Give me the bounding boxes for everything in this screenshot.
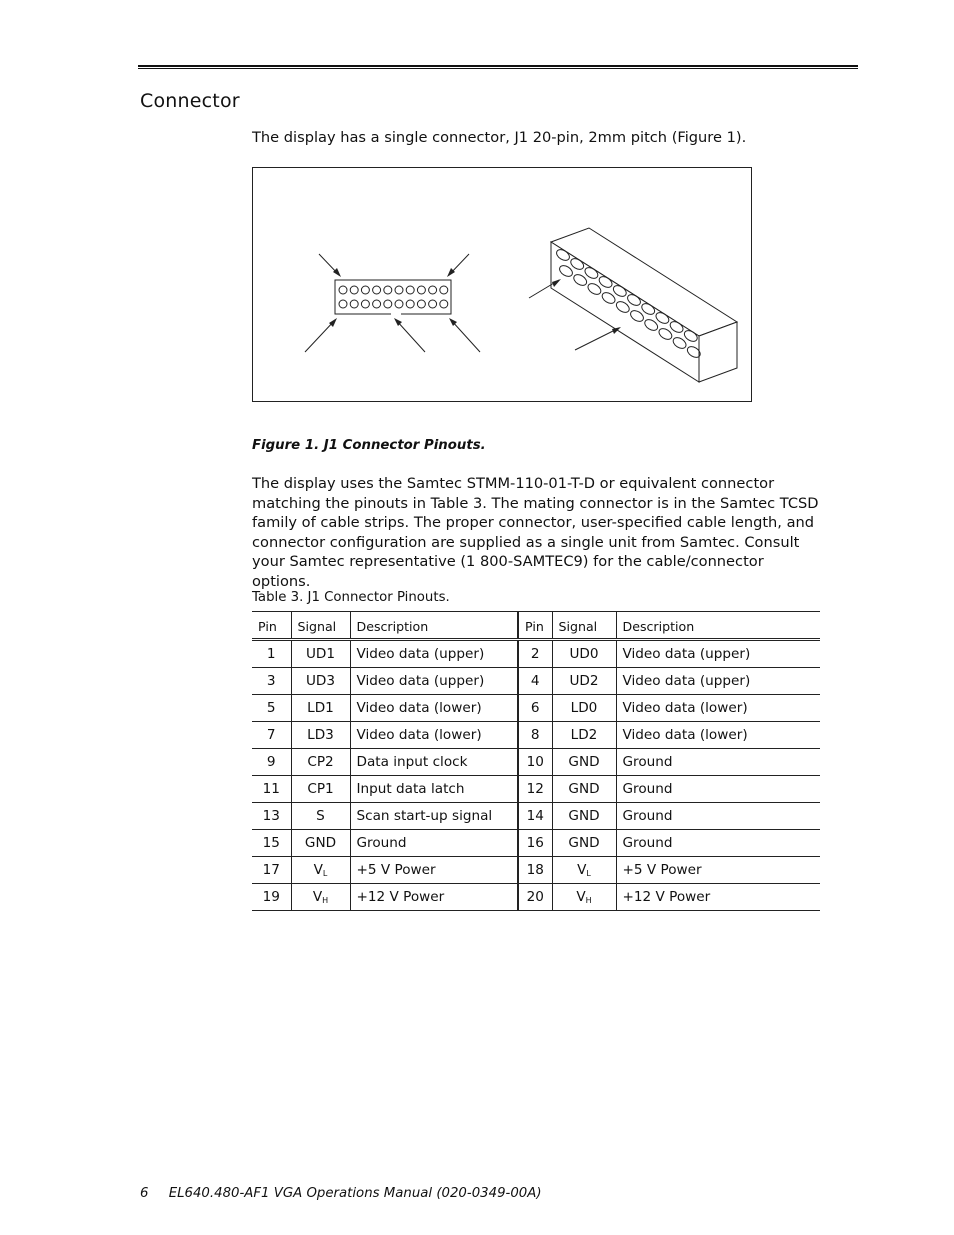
description-cell — [616, 722, 820, 749]
pin-cell — [252, 776, 291, 803]
pin-cell-text: 9 — [266, 754, 276, 770]
connector-figure — [252, 167, 752, 402]
pin-cell-text: 17 — [262, 862, 280, 878]
header-rule — [138, 65, 858, 67]
signal-cell — [552, 857, 616, 884]
signal-cell-text: UD1 — [305, 646, 336, 662]
pin-cell-text: 10 — [526, 754, 544, 770]
signal-cell — [291, 857, 350, 884]
description-cell — [350, 668, 518, 695]
pin-cell-text: 1 — [266, 646, 276, 662]
description-cell — [350, 830, 518, 857]
signal-cell-text: UD2 — [569, 673, 599, 689]
table-row — [252, 857, 820, 884]
description-cell — [350, 722, 518, 749]
pin-cell — [252, 857, 291, 884]
signal-cell-text: GND — [568, 781, 600, 797]
description-cell-text: Ground — [622, 754, 673, 770]
signal-cell — [291, 695, 350, 722]
pin-cell-text: 19 — [262, 889, 280, 905]
pin-cell — [252, 830, 291, 857]
header-pin: Pin — [518, 612, 552, 640]
connector-illustration — [253, 168, 753, 403]
description-cell — [350, 803, 518, 830]
description-cell — [350, 884, 518, 911]
signal-cell — [552, 830, 616, 857]
section-heading: Connector — [140, 90, 240, 112]
description-cell — [616, 857, 820, 884]
signal-cell-text: LD0 — [570, 700, 598, 716]
pin-cell — [518, 722, 552, 749]
signal-cell — [552, 749, 616, 776]
connector-front-view — [305, 254, 480, 352]
description-cell-text: Video data (upper) — [356, 646, 485, 662]
pin-cell-text: 14 — [526, 808, 544, 824]
pin-cell-text: 7 — [266, 727, 276, 743]
description-cell-text: +5 V Power — [622, 862, 702, 878]
pin-cell-text: 12 — [526, 781, 544, 797]
description-cell-text: Scan start-up signal — [356, 808, 493, 824]
description-cell — [616, 668, 820, 695]
pin-cell-text: 18 — [526, 862, 544, 878]
signal-cell — [291, 803, 350, 830]
page-footer — [140, 1186, 542, 1201]
pin-cell-text: 6 — [530, 700, 540, 716]
signal-cell-text: LD2 — [570, 727, 598, 743]
pin-cell — [518, 749, 552, 776]
pinout-table — [252, 611, 820, 911]
description-cell — [350, 695, 518, 722]
signal-subscript: H — [322, 896, 329, 905]
pin-cell-text: 20 — [526, 889, 544, 905]
signal-subscript: L — [586, 869, 591, 878]
figure-caption: Figure 1. J1 Connector Pinouts. — [252, 438, 486, 453]
description-cell — [616, 830, 820, 857]
signal-cell-text: LD3 — [307, 727, 334, 743]
description-cell-text: Video data (upper) — [622, 646, 751, 662]
pin-cell — [252, 749, 291, 776]
pin-cell-text: 2 — [530, 646, 540, 662]
signal-cell-text: UD0 — [569, 646, 599, 662]
description-cell — [350, 640, 518, 668]
pin-cell-text: 8 — [530, 727, 540, 743]
signal-subscript: L — [322, 869, 328, 878]
table-row — [252, 695, 820, 722]
description-cell-text: +12 V Power — [622, 889, 711, 905]
description-cell — [350, 857, 518, 884]
signal-cell — [291, 640, 350, 668]
signal-cell-text: LD1 — [307, 700, 334, 716]
pin-cell — [518, 640, 552, 668]
pin-cell-text: 5 — [266, 700, 276, 716]
description-cell-text: Video data (lower) — [356, 700, 482, 716]
pin-cell — [252, 695, 291, 722]
description-cell — [616, 884, 820, 911]
pin-cell-text: 11 — [262, 781, 280, 797]
signal-cell — [291, 830, 350, 857]
page-number: 6 — [140, 1186, 149, 1201]
signal-cell-text: GND — [568, 808, 600, 824]
signal-cell — [291, 722, 350, 749]
pin-cell-text: 16 — [526, 835, 544, 851]
signal-cell-text: GND — [568, 835, 600, 851]
signal-cell — [291, 776, 350, 803]
header-description: Description — [616, 612, 820, 640]
description-cell — [616, 695, 820, 722]
signal-cell-text: V — [577, 862, 587, 878]
description-cell — [616, 640, 820, 668]
header-signal: Signal — [291, 612, 350, 640]
signal-cell-text: UD3 — [305, 673, 336, 689]
table-row — [252, 776, 820, 803]
intro-paragraph: The display has a single connector, J1 20-pin, 2mm pitch (Figure 1). — [252, 129, 747, 146]
signal-cell-text: CP1 — [307, 781, 334, 797]
signal-cell-text: V — [312, 889, 323, 905]
pin-cell — [518, 857, 552, 884]
description-cell — [350, 776, 518, 803]
signal-cell — [552, 803, 616, 830]
table-row — [252, 749, 820, 776]
signal-cell — [552, 884, 616, 911]
signal-subscript: H — [585, 896, 592, 905]
description-cell-text: Ground — [622, 808, 673, 824]
signal-cell — [552, 776, 616, 803]
description-cell-text: Video data (lower) — [622, 727, 748, 743]
pin-cell — [518, 830, 552, 857]
footer-title: EL640.480-AF1 VGA Operations Manual (020-0349-00A) — [168, 1186, 542, 1201]
pin-cell-text: 13 — [262, 808, 280, 824]
signal-cell-text: V — [313, 862, 323, 878]
pin-cell — [252, 884, 291, 911]
header-description: Description — [350, 612, 518, 640]
signal-cell — [291, 668, 350, 695]
header-rule-thin — [138, 68, 858, 69]
header-signal: Signal — [552, 612, 616, 640]
description-cell — [616, 776, 820, 803]
table-row — [252, 722, 820, 749]
description-cell-text: Data input clock — [356, 754, 468, 770]
description-cell-text: Video data (upper) — [622, 673, 751, 689]
pin-cell — [518, 668, 552, 695]
header-pin: Pin — [252, 612, 291, 640]
description-cell — [616, 803, 820, 830]
signal-cell-text: CP2 — [307, 754, 334, 770]
pin-cell — [518, 776, 552, 803]
description-cell — [616, 749, 820, 776]
description-cell-text: Ground — [356, 835, 407, 851]
table-row — [252, 830, 820, 857]
description-cell-text: +5 V Power — [356, 862, 436, 878]
pin-cell — [252, 803, 291, 830]
pin-cell — [252, 668, 291, 695]
signal-cell — [291, 749, 350, 776]
body-paragraph: The display uses the Samtec STMM-110-01-T-D or equivalent connector matching the pinouts in Table 3. The mating connector is in the Samtec TCSD family of cable strips. The proper connector, user-specified cable length, and connector configuration are supplied as a single unit from Samtec. Consult your Samtec representative (1 800-SAMTEC9) for the cable/connector options. — [252, 475, 819, 590]
signal-cell — [552, 722, 616, 749]
pin-cell — [518, 803, 552, 830]
signal-cell — [552, 668, 616, 695]
pin-cell — [252, 640, 291, 668]
signal-cell-text: S — [316, 808, 325, 824]
table-header-row — [252, 612, 820, 640]
signal-cell — [552, 695, 616, 722]
pin-cell-text: 4 — [530, 673, 540, 689]
pin-cell-text: 3 — [266, 673, 276, 689]
description-cell-text: Ground — [622, 781, 673, 797]
table-caption: Table 3. J1 Connector Pinouts. — [252, 590, 450, 605]
description-cell-text: +12 V Power — [356, 889, 445, 905]
description-cell-text: Ground — [622, 835, 673, 851]
signal-cell — [291, 884, 350, 911]
description-cell-text: Input data latch — [356, 781, 465, 797]
signal-cell — [552, 640, 616, 668]
table-row — [252, 668, 820, 695]
connector-isometric-view — [529, 228, 737, 382]
table-row — [252, 884, 820, 911]
pin-cell-text: 15 — [262, 835, 280, 851]
signal-cell-text: V — [576, 889, 586, 905]
table-row — [252, 640, 820, 668]
description-cell — [350, 749, 518, 776]
description-cell-text: Video data (upper) — [356, 673, 485, 689]
table-row — [252, 803, 820, 830]
signal-cell-text: GND — [304, 835, 337, 851]
pin-cell — [252, 722, 291, 749]
signal-cell-text: GND — [568, 754, 600, 770]
description-cell-text: Video data (lower) — [622, 700, 748, 716]
pin-cell — [518, 884, 552, 911]
pin-cell — [518, 695, 552, 722]
description-cell-text: Video data (lower) — [356, 727, 482, 743]
